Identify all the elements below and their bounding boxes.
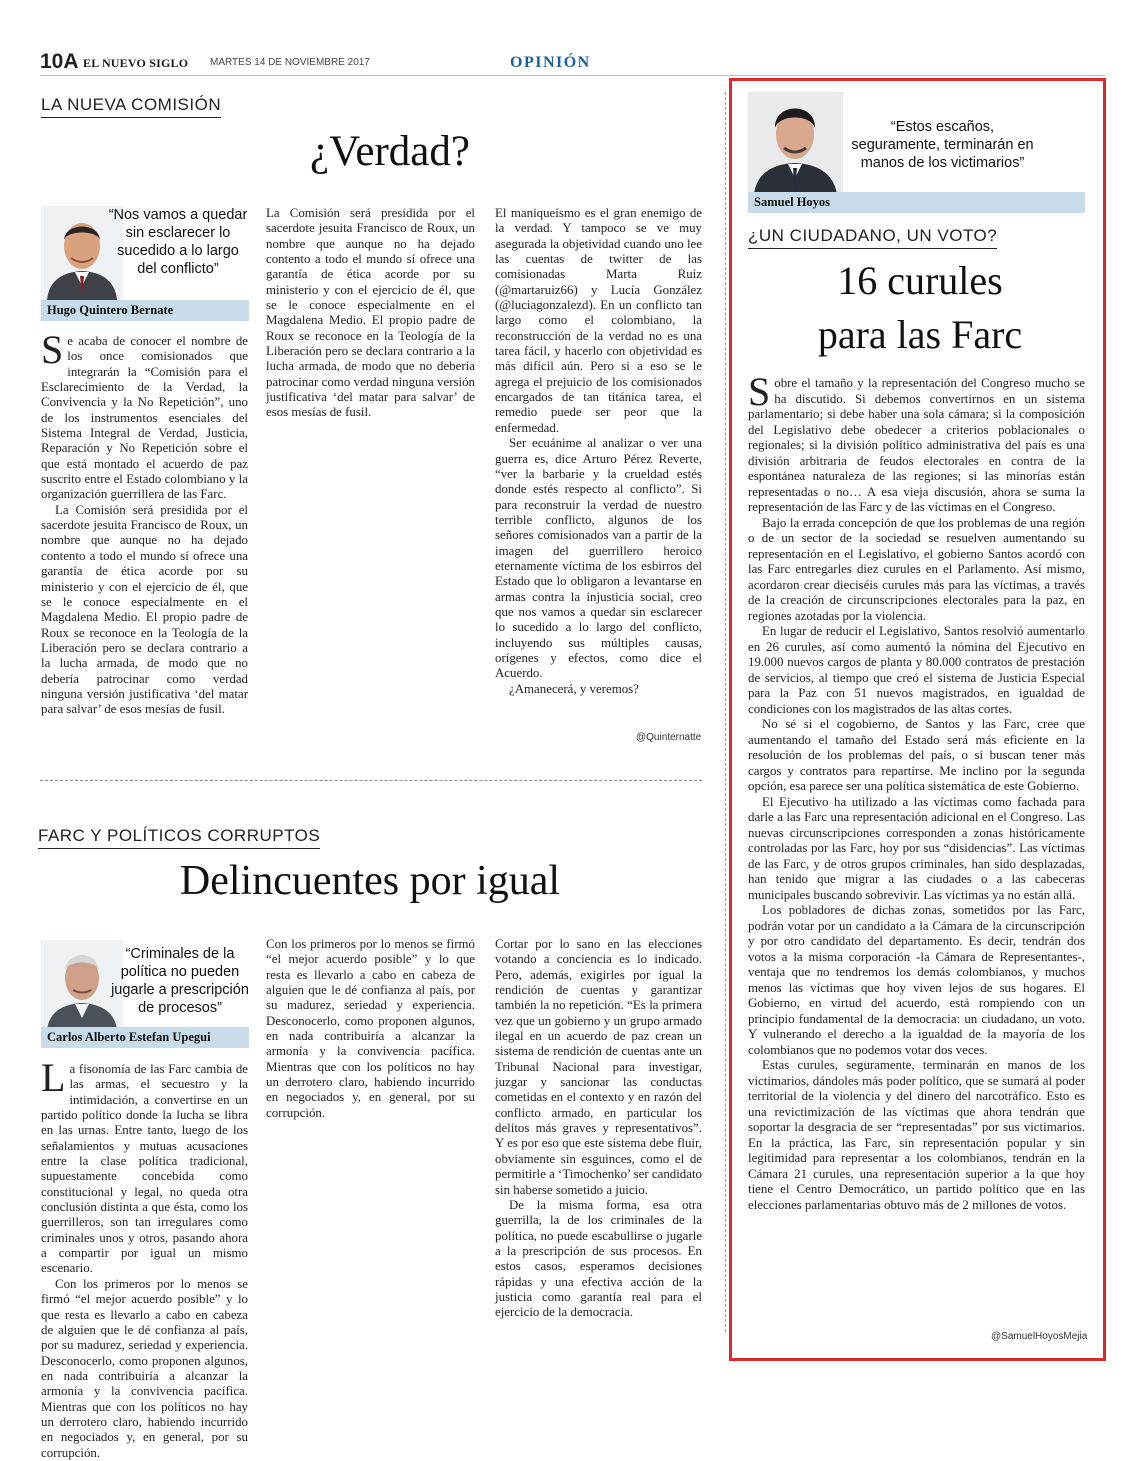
pull-quote: “Estos escaños, seguramente, terminarán en manos de los victimarios” — [851, 119, 1034, 171]
author-handle[interactable]: @SamuelHoyosMejia — [991, 1331, 1088, 1342]
article-kicker: LA NUEVA COMISIÓN — [41, 95, 221, 118]
author-handle[interactable]: @Quinternatte — [636, 732, 702, 743]
article-headline — [760, 254, 1080, 362]
article-column-3 — [495, 937, 702, 1349]
article-paragraph: Se acaba de conocer el nombre de los once comisionados que integrarán la “Comisión para el Esclarecimiento de la Verdad, la Convivencia y la No Repetición”, uno de los instrumentos esenciales del Sistema Integral de Verdad, Justicia, Reparación y No Repetición sobre el que está montado el acuerdo de paz suscrito entre el Estado colombiano y la organización guerrillera de las Farc. — [41, 327, 248, 502]
drop-cap: L — [41, 1055, 66, 1100]
article-paragraph: La fisonomía de las Farc cambia de las armas, el secuestro y la intimidación, a convertirse en un partido político donde la lucha se libra en las urnas. Entre tanto, luego de los señalamientos y mutuas acusaciones entre la clase política tradicional, supuestamente concebida como constitucional y legal, no queda otra conclusión distinta a que ésta, como los guerrilleros, son tan irregulares como criminales unos y otros, pasando ahora a compartir por igual un mismo escenario. — [41, 1055, 248, 1276]
drop-cap: S — [41, 327, 64, 372]
author-byline: Samuel Hoyos — [748, 192, 1085, 213]
article-paragraph: La Comisión será presidida por el sacerdote jesuita Francisco de Roux, un nombre que aunque no ha dejado contento a todo el mundo sí ofrece una garantía de ética acorde por su ministerio y con el ejercicio de él, que se le conoce especialmente en el Magdalena Medio. El propio padre de Roux se reconoce en la Teología de la Liberación pero se declara contrario a la lucha armada, de modo que no debería patrocinar como verdad ninguna versión justificativa ‘del matar para salvar’ de esos mesías de fusil. — [266, 206, 475, 420]
article-column — [748, 369, 1085, 1324]
article-paragraph: Con los primeros por lo menos se firmó “el mejor acuerdo posible” y lo que resta es llevarlo a cabo en cabeza de alguien que le dé confianza al país, por su madurez, seriedad y experiencia. Desconocerlo, como proponen algunos, en nada contribuiría a alcanzar la armonía y la convivencia pacífica. Mientras que con los políticos no hay un derrotero claro, habiendo incurrido en negociados y, en general, por su corrupción. — [41, 1276, 248, 1460]
article-kicker: ¿UN CIUDADANO, UN VOTO? — [748, 226, 997, 249]
article-paragraph: La Comisión será presidida por el sacerdote jesuita Francisco de Roux, un nombre que aunque no ha dejado contento a todo el mundo sí ofrece una garantía de ética acorde por su ministerio y con el ejercicio de él, que se le conoce especialmente en el Magdalena Medio. El propio padre de Roux se reconoce en la Teología de la Liberación pero se declara contrario a la lucha armada, de modo que no debería patrocinar como verdad ninguna versión justificativa ‘del matar para salvar’ de esos mesías de fusil. — [41, 502, 248, 717]
article-column-2 — [266, 937, 475, 1349]
page-number: 10A — [40, 50, 79, 73]
paper-name: EL NUEVO SIGLO — [83, 56, 189, 70]
article-paragraph: Bajo la errada concepción de que los problemas de una región o de un sector de la sociedad se resuelven aumentando su representación en el Legislativo, el gobierno Santos acordó con las Farc entregarles diez curules en el Parlamento. Así mismo, acordaron crear dieciséis curules más para las víctimas, a través de la creación de circunscripciones electorales para la paz, en regiones azotadas por la violencia. — [748, 515, 1085, 623]
article-paragraph: Sobre el tamaño y la representación del Congreso mucho se ha discutido. Si debemos convertirnos en un sistema parlamentario; si debe haber una sola cámara; si la composición del Legislativo debe obedecer a criterios poblacionales o regionales; si la división político administrativa del país es una división arbitraria de feudos electorales en contra de la espontánea naturaleza de las regiones; si las minorías están representadas o no… A esa vieja discusión, ahora se suma la representación de las Farc y de las víctimas en el Congreso. — [748, 369, 1085, 514]
article-paragraph: El maniqueísmo es el gran enemigo de la verdad. Y tampoco se ve muy asegurada la objetividad cuando uno lee las cuentas de twitter de las comisionadas Marta Ruiz (@martaruiz66) y Lucía González (@luciagonzalezd). En un conflicto tan largo como el colombiano, la reconstrucción de la verdad no es una tarea fácil, y hacerlo con objetividad es más difícil aún. Pero si a eso se le agrega el prejuicio de los comisionados encargados de tan titánica tarea, el remedio puede ser peor que la enfermedad. — [495, 206, 702, 435]
headline-line-2: para las Farc — [817, 312, 1023, 357]
article-paragraph: ¿Amanecerá, y veremos? — [509, 681, 639, 696]
article-paragraph: Ser ecuánime al analizar o ver una guerra es, dice Arturo Pérez Reverte, “ver la barbarie y la crueldad estés donde estés respecto al conflicto”. Si para reconstruir la verdad de nuestro terrible conflicto, algunos de los señores comisionados van a partir de la imagen del guerrillero heroico eternamente víctima de los esbirros del Estado que lo obligaron a levantarse en armas contra la injusticia social, creo que nos vamos a quedar sin esclarecer lo sucedido a lo largo del conflicto, incluyendo sus múltiples causas, orígenes y efectos, como dice el Acuerdo. — [495, 436, 702, 681]
article-headline: Delincuentes por igual — [179, 858, 561, 904]
page-header — [40, 50, 1105, 76]
article-paragraph: Con los primeros por lo menos se firmó “el mejor acuerdo posible” y lo que resta es llevarlo a cabo en cabeza de alguien que le dé confianza al país, por su madurez, seriedad y experiencia. Desconocerlo, como proponen algunos, en nada contribuiría a alcanzar la armonía y la convivencia pacífica. Mientras que con los políticos no hay un derrotero claro, habiendo incurrido en negociados y, en general, por su corrupción. — [266, 937, 475, 1120]
article-column-2 — [266, 206, 475, 745]
article-column-3 — [495, 206, 702, 736]
article-column-1 — [41, 1055, 248, 1460]
headline-line-1: 16 curules — [837, 258, 1003, 303]
section-name: OPINIÓN — [510, 54, 591, 71]
drop-cap: S — [748, 369, 771, 414]
article-paragraph: En lugar de reducir el Legislativo, Santos resolvió aumentarlo en 26 curules, así como aumentó la nómina del Ejecutivo en 19.000 nuevos cargos de planta y 80.000 contratos de prestación de servicios, al tiempo que creó el sistema de Justicia Especial para la Paz con 51 nuevos magistrados, en igualdad de condiciones con los magistrados de las altas cortes. — [748, 624, 1085, 716]
article-paragraph: Cortar por lo sano en las elecciones votando a conciencia es lo indicado. Pero, además, exigirles por igual la rendición de cuentas y garantizar también la no repetición. “Es la primera vez que un gobierno y un grupo armado ilegal en un acuerdo de paz crean un sistema de rendición de cuentas ante un Tribunal Nacional para investigar, juzgar y sancionar las conductas cometidas en el contexto y en razón del conflicto armado, en particular los delitos más graves y representativos”. Y es por eso que este sistema debe fluir, obviamente sin esguinces, como el de permitirle a ‘Timochenko’ ser candidato sin haberse sometido a juicio. — [495, 937, 702, 1197]
pull-quote: “Criminales de la política no pueden jugarle a prescripción de procesos” — [111, 946, 249, 1016]
article-kicker: FARC Y POLÍTICOS CORRUPTOS — [38, 826, 320, 849]
article-paragraph: De la misma forma, esa otra guerrilla, la de los criminales de la política, no puede escabullirse o jugarle a la prescripción de sus procesos. En estos casos, esperamos decisiones rápidas y una efectiva acción de la justicia como garantía real para el ejercicio de la democracia. — [495, 1197, 702, 1320]
article-paragraph: Los pobladores de dichas zonas, sometidos por las Farc, podrán votar por un candidato a la Cámara de la circunscripción y por otro candidato del departamento. Es decir, tendrán dos votos a la misma corporación -la Cámara de Representantes-, ventaja que no tendremos los demás colombianos, y muchos menos las víctimas que hoy viven lejos de sus hogares. El Gobierno, en virtud del acuerdo, está rompiendo con un principio fundamental de la democracia: un ciudadano, un voto. Y vulnerando el derecho a la igualdad de la mayoría de los colombianos que no podemos votar dos veces. — [748, 903, 1085, 1057]
author-photo — [748, 92, 843, 194]
pull-quote: “Nos vamos a quedar sin esclarecer lo sucedido a lo largo del conflicto” — [108, 207, 248, 277]
section-divider — [40, 780, 702, 781]
article-paragraph: No sé si el cogobierno, de Santos y las Farc, cree que aumentando el tamaño del Estado será más eficiente en la resolución de los problemas del país, o si buscan tener más cargos y contratos para repartirse. Me inclino por la segunda opción, esa parece ser una política sistemática de este Gobierno. — [748, 717, 1085, 793]
article-column-1 — [41, 327, 248, 745]
article-paragraph: Estas curules, seguramente, terminarán en manos de los victimarios, dándoles más poder político, que se sumará al poder territorial de la violencia y del dinero del narcotráfico. Esto es una revictimización de las víctimas que ahora tendrán que soportar la desgracia de ser “representadas” por sus victimarios. En la práctica, las Farc, sin representación popular y sin legitimidad para representar a los colombianos, tendrán en la Cámara 21 curules, una representación superior a la que hoy tiene el Centro Democrático, un partido político que en las elecciones parlamentarias obtuvo más de 2 millones de votos. — [748, 1058, 1085, 1212]
issue-date: MARTES 14 DE NOVIEMBRE 2017 — [210, 57, 370, 68]
column-divider — [725, 92, 726, 1332]
author-byline: Hugo Quintero Bernate — [41, 300, 249, 321]
author-byline: Carlos Alberto Estefan Upegui — [41, 1027, 249, 1048]
portrait-image — [748, 92, 843, 194]
article-headline: ¿Verdad? — [310, 128, 470, 175]
article-paragraph: El Ejecutivo ha utilizado a las víctimas como fachada para darle a las Farc una representación adicional en el Congreso. Las nuevas circunscripciones corresponden a zonas históricamente controladas por las Farc, hoy por sus “disidencias”. Las víctimas de las Farc, y de otros grupos criminales, han sido desplazadas, han tenido que migrar a las ciudades o a las cabeceras municipales buscando sobrevivir. Las víctimas ya no están allá. — [748, 794, 1085, 902]
